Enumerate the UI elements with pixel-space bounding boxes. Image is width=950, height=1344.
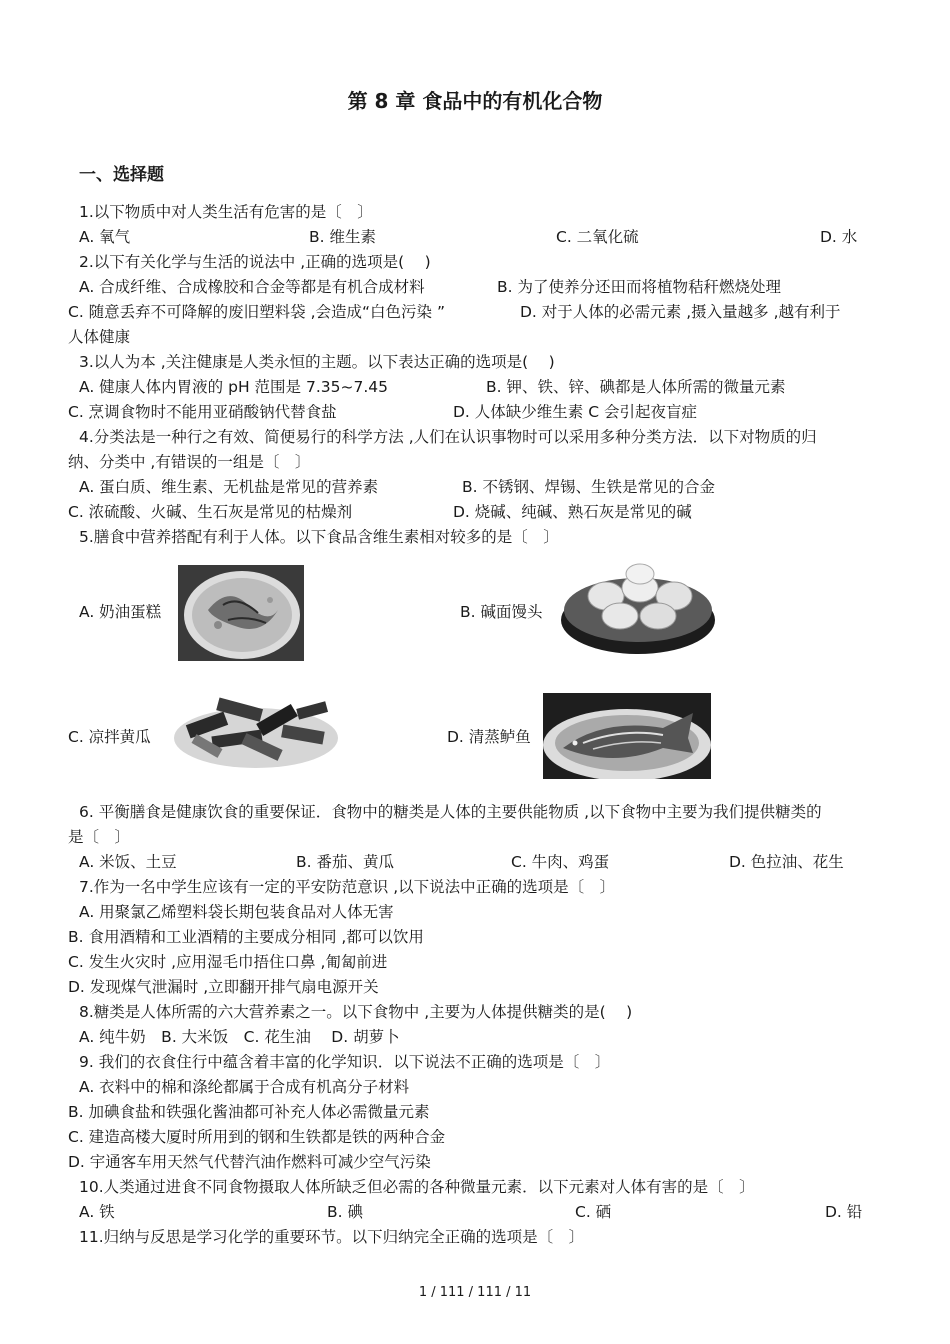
q6-option-b: B. 番茄、黄瓜 <box>296 853 394 871</box>
q8-stem: 8.糖类是人体所需的六大营养素之一。以下食物中 ,主要为人体提供糖类的是( ) <box>79 1003 633 1021</box>
q2-option-d-cont: 人体健康 <box>68 328 131 346</box>
q7-option-c: C. 发生火灾时 ,应用湿毛巾捂住口鼻 ,匍匐前进 <box>68 953 388 971</box>
q6-stem: 6. 平衡膳食是健康饮食的重要保证．食物中的糖类是人体的主要供能物质 ,以下食物中主要为我们提供糖类的 <box>79 803 822 821</box>
q2-option-c: C. 随意丢弃不可降解的废旧塑料袋 ,会造成“白色污染 ” <box>68 303 446 321</box>
cream-cake-image <box>178 565 304 661</box>
q11-stem: 11.归纳与反思是学习化学的重要环节。以下归纳完全正确的选项是〔 〕 <box>79 1228 585 1246</box>
q7-stem: 7.作为一名中学生应该有一定的平安防范意识 ,以下说法中正确的选项是〔 〕 <box>79 878 616 896</box>
q2-option-a: A. 合成纤维、合成橡胶和合金等都是有机合成材料 <box>79 278 425 296</box>
q3-option-b: B. 钾、铁、锌、碘都是人体所需的微量元素 <box>486 378 786 396</box>
page-title: 第 8 章 食品中的有机化合物 <box>347 89 603 113</box>
q9-option-a: A. 衣料中的棉和涤纶都属于合成有机高分子材料 <box>79 1078 410 1096</box>
q10-option-c: C. 硒 <box>575 1203 612 1221</box>
q2-option-d: D. 对于人体的必需元素 ,摄入量越多 ,越有利于 <box>520 303 841 321</box>
q5-option-b: B. 碱面馒头 <box>460 603 543 621</box>
q6-option-a: A. 米饭、土豆 <box>79 853 177 871</box>
q1-option-d: D. 水 <box>820 228 858 246</box>
q5-option-c: C. 凉拌黄瓜 <box>68 728 151 746</box>
section-heading: 一、选择题 <box>79 165 164 185</box>
q3-option-a: A. 健康人体内胃液的 pH 范围是 7.35~7.45 <box>79 378 388 396</box>
q6-option-c: C. 牛肉、鸡蛋 <box>511 853 610 871</box>
q9-option-c: C. 建造高楼大厦时所用到的钢和生铁都是铁的两种合金 <box>68 1128 446 1146</box>
q2-option-b: B. 为了使养分还田而将植物秸秆燃烧处理 <box>497 278 781 296</box>
q1-option-c: C. 二氧化硫 <box>556 228 639 246</box>
steamed-fish-image <box>543 693 711 779</box>
q9-option-b: B. 加碘食盐和铁强化酱油都可补充人体必需微量元素 <box>68 1103 430 1121</box>
q6-stem-cont: 是〔 〕 <box>68 828 131 846</box>
q5-option-d: D. 清蒸鲈鱼 <box>447 728 531 746</box>
cucumber-salad-image <box>172 683 340 773</box>
q9-stem: 9. 我们的衣食住行中蕴含着丰富的化学知识．以下说法不正确的选项是〔 〕 <box>79 1053 611 1071</box>
q10-stem: 10.人类通过进食不同食物摄取人体所缺乏但必需的各种微量元素．以下元素对人体有害的是〔 〕 <box>79 1178 755 1196</box>
q4-option-c: C. 浓硫酸、火碱、生石灰是常见的枯燥剂 <box>68 503 353 521</box>
q2-stem: 2.以下有关化学与生活的说法中 ,正确的选项是( ) <box>79 253 431 271</box>
q10-option-b: B. 碘 <box>327 1203 363 1221</box>
q3-option-d: D. 人体缺少维生素 C 会引起夜盲症 <box>453 403 697 421</box>
q10-option-a: A. 铁 <box>79 1203 115 1221</box>
page-number: 1 / 111 / 111 / 11 <box>418 1285 532 1300</box>
q7-option-d: D. 发现煤气泄漏时 ,立即翻开排气扇电源开关 <box>68 978 379 996</box>
q4-option-a: A. 蛋白质、维生素、无机盐是常见的营养素 <box>79 478 379 496</box>
q10-option-d: D. 铅 <box>825 1203 863 1221</box>
q5-stem: 5.膳食中营养搭配有利于人体。以下食品含维生素相对较多的是〔 〕 <box>79 528 559 546</box>
q4-stem-cont: 纳、分类中 ,有错误的一组是〔 〕 <box>68 453 311 471</box>
q3-stem: 3.以人为本 ,关注健康是人类永恒的主题。以下表达正确的选项是( ) <box>79 353 555 371</box>
q4-option-d: D. 烧碱、纯碱、熟石灰是常见的碱 <box>453 503 692 521</box>
q6-option-d: D. 色拉油、花生 <box>729 853 844 871</box>
q8-options: A. 纯牛奶 B. 大米饭 C. 花生油 D. 胡萝卜 <box>79 1028 400 1046</box>
q1-option-b: B. 维生素 <box>309 228 376 246</box>
q4-option-b: B. 不锈钢、焊锡、生铁是常见的合金 <box>462 478 715 496</box>
q7-option-a: A. 用聚氯乙烯塑料袋长期包装食品对人体无害 <box>79 903 394 921</box>
q3-option-c: C. 烹调食物时不能用亚硝酸钠代替食盐 <box>68 403 337 421</box>
q1-option-a: A. 氧气 <box>79 228 131 246</box>
q4-stem: 4.分类法是一种行之有效、简便易行的科学方法 ,人们在认识事物时可以采用多种分类方法．以下对物质的归 <box>79 428 817 446</box>
q1-stem: 1.以下物质中对人类生活有危害的是〔 〕 <box>79 203 373 221</box>
q7-option-b: B. 食用酒精和工业酒精的主要成分相同 ,都可以饮用 <box>68 928 424 946</box>
q5-option-a: A. 奶油蛋糕 <box>79 603 162 621</box>
steamed-buns-image <box>558 558 718 658</box>
q9-option-d: D. 宇通客车用天然气代替汽油作燃料可减少空气污染 <box>68 1153 431 1171</box>
